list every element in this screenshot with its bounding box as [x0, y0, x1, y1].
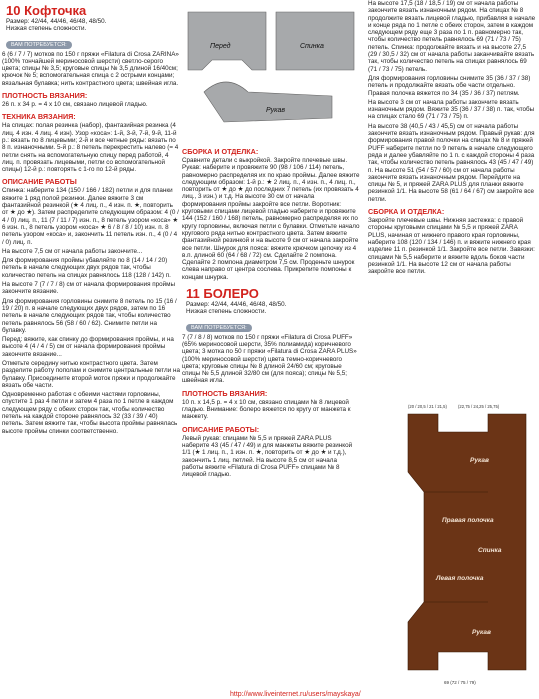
column-middle — [182, 0, 360, 480]
back-label: Спинка — [478, 547, 502, 554]
paragraph: Сравните детали с выкройкой. Закройте плечевые швы. Рукав: наберите и провяжите 90 (98 / 106 / 114) петель, равномерно распределяя их по краю проймы. Далее вяжите следующим образом: 1-й р.: ★ 2 лиц. п., 4 изн. п., 4 лиц. п., повторить от ★ до ★ до последних 7 петель (их провязать 4 лиц., 3 изн.) и т.д. На высоте 30 см от начала формирования проймы закройте все петли. Воротник: круговыми спицами лицевой гладью наберите и провяжите 144 (152 / 160 / 168) петель, равномерно распределяя их по кругу горловины, включая петли с булавки. Отметьте начало кругового ряда нитью контрастного цвета. Затем вяжите фантазийной резинкой и на высоте 9 см от начала закройте все петли. Шнурок для пояса: вяжите крючком цепочку из 4 в.п. длиной 60 (64 / 68 / 72) см. Сделайте 2 помпона. Сделайте 2 помпона диаметром 7,5 см. Проденьте шнурок слева направо от центра сослева. Прикрепите помпоны к концам шнурка. — [182, 157, 360, 281]
paragraph: На высоте 38 (40,5 / 43 / 45,5) см от начала работы закончите вязать изнаночным рядом. Правый рукав: для формирования правой полочки на спицах № 8 и пряжей PUFF наберите петли по 9 петель в начале следующего ряда и далее убавляйте по 1 п. с каждой стороны 4 раза так, чтобы количество петель равнялось 43 (45 / 47 / 49) п. На высоте 51 (54 / 57 / 60) см от начала работы закончите вязать изнаночным рядом. Перейдите на спицы № 5, и пряжей ZARA PLUS для планки вяжите резинкой 1/1. На высоте 58 (61 / 64 / 67) см закройте все петли. — [368, 122, 535, 203]
paragraph: На высоте 3 см от начала работы закончите вязать изнаночным рядом. Вяжите 35 (36 / 37 / 38) п. так, чтобы на спицах стало 69 (71 / 73 / 75) п. — [368, 98, 535, 121]
paragraph: Для формирования горловины снимите 35 (36 / 37 / 38) петель и продолжайте вязать обе части отдельно. Правая полочка вяжется по 34 (35 / 36 / 37) петлям. — [368, 74, 531, 97]
difficulty: Низкая степень сложности. — [186, 308, 267, 316]
front-label: Перед — [210, 43, 231, 50]
paragraph: 10 п. х 14,5 р. = 4 х 10 см, связано спицами № 8 лицевой гладью. Внимание: болеро вяжется по кругу от манжета к манжету. — [182, 398, 351, 421]
paragraph: Закройте плечевые швы. Нижняя застежка: с правой стороны круговыми спицами № 5,5 и пряжей ZARA PLUS, начиная от нижнего правого края горловины, наберите 108 (120 / 134 / 146) п. и вяжите нижнего края изделие 11 п. резинкой 1/1. Закройте все петли. Завязки: спицами № 5,5 наберите и вяжите вдоль боков части резинкой 1/1. На высоте 12 см от начала работы закройте все петли. — [368, 217, 535, 276]
pattern-title: 10 Кофточка — [6, 3, 87, 18]
paragraph: Для формирования горловины снимите 8 петель по 15 (16 / 19 / 20) п. в начале следующих двух рядов, затем по 16 петель в начале следующих рядов так, чтобы количество петель равнялось 56 (58 / 60 / 62). Снимите петли на булавку. — [2, 297, 177, 334]
bolero-schema — [378, 402, 536, 690]
right-front-label: Правая полочка — [442, 517, 494, 524]
difficulty: Низкая степень сложности. — [6, 25, 87, 33]
materials-list: 6 (6 / 7 / 7) мотков по 150 г пряжи «Filatura di Crosa ZARINA» (100% тончайшей мериносовой шерсти) светло-серого цвета; спицы № 3,5; круговые спицы № 3,5 длиной 16/40см; крючок № 5; вспомогательная спица с 2 острыми концами; вязальная булавка; нить контрастного цвета; швейная игла. — [2, 50, 179, 87]
paragraph: Спинка: наберите 134 (150 / 166 / 182) петли и для планки вяжите 1 ряд полой резинки. Далее вяжите 3 см фантазийной резинкой (★ 4 лиц. п., 4 изн. п. ★, повторить от ★ до ★). Затем распределите следующим образом: 4 (0 / 4 / 0) лиц. п., 11 (7 / 11 / 7) изн. п., 8 петель узором «коса» ★ 6 изн. п., 8 петель узором «коса» ★ 6 / 8 / 8 / 10) изн. п. 8 петель узором «коса» и, закончить 11 петель изн. п., 4 (0 / 4 / 0) лиц. п. — [2, 187, 179, 246]
paragraph: Отметьте середину нитью контрастного цвета. Затем разделите работу пополам и снимите центральные петли на булавку. Присоедините второй моток пряжи и продолжайте вязать обе части. — [2, 359, 180, 389]
sleeve-label: Рукав — [470, 457, 489, 464]
paragraph: Для формирования проймы убавляйте по 8 (14 / 14 / 20) петель в начале следующих двух рядов так, чтобы количество петель на спицах равнялось 118 (128 / 142) п. — [2, 257, 171, 279]
section-heading: ОПИСАНИЕ РАБОТЫ: — [182, 424, 260, 434]
paragraph: 26 п. х 34 р. = 4 х 10 см, связано лицевой гладью. — [2, 101, 148, 109]
paragraph: На высоте 17,5 (18 / 18,5 / 19) см от начала работы закончите вязать изнаночным рядом. На спицах № 8 продолжите вязать лицевой гладью, прибавляя в начале и конце ряда по 1 петле с обеих сторон, затем в каждом следующем ряду еще 3 раза по 1 п. равномерно так, чтобы количество петель равнялось 69 (71 / 73 / 75) петель. Спинка: продолжайте вязать и на высоте 27,5 (29 / 30,5 / 32) см от начала работы заканчивайте вязать так, чтобы количество петель на спицах равнялось 69 (71 / 73 / 75) петель. — [368, 0, 536, 73]
paragraph: На высоте 7 (7 / 7 / 8) см от начала формирования проймы закончите вязание. — [2, 281, 176, 296]
paragraph: Левый рукав: спицами № 5,5 и пряжей ZARA PLUS наберите 43 (45 / 47 / 49) и для манжеты вяжите резинкой 1/1 (★ 1 лиц. п., 1 изн. п. ★, повторить от ★ до ★ и т.д.), закончить 1 лиц. петлей. На высоте 8,5 см от начала работы вяжите «Filatura di Crosa PUFF» спицами № 8 лицевой гладью. — [182, 434, 353, 479]
sizes: Размер: 42/44, 44/46, 46/48, 48/50. — [186, 301, 287, 309]
sizes: Размер: 42/44, 44/46, 46/48, 48/50. — [6, 18, 107, 25]
section-heading: ОПИСАНИЕ РАБОТЫ — [2, 177, 77, 187]
kofta-schema — [182, 0, 360, 138]
paragraph: На спицах: полая резинка (набор), фантазийная резинка (4 лиц. 4 изн. 4 лиц. 4 изн). Узор «коса»: 1-й, 3-й, 7-й, 9-й, 11-й р.: вязать по 8 лицевыми; 2-й и все четные ряды: вязать по 8 п. изнаночными. 5-й р.: 8 петель перекрестить налево (= 4 петли снять на вспомогательную спицу перед работой, 4 лиц. п. провязать лицевыми, петли со вспомогательной спицы) 12-й р.: повторять с 1-го по 12-й ряды. — [2, 122, 179, 174]
sleeve-label: Рукав — [472, 629, 491, 636]
paragraph: Перед: вяжите, как спинку до формирования проймы, и на высоте 4 (4 / 4 / 5) см от начала формирования проймы закончите вязание... — [2, 336, 174, 358]
section-heading: ПЛОТНОСТЬ ВЯЗАНИЯ: — [2, 91, 88, 101]
left-front-label: Левая полочка — [436, 575, 484, 582]
bottom-dim-label: 69 (72 / 75 / 79) — [444, 680, 476, 685]
section-heading: СБОРКА И ОТДЕЛКА: — [368, 207, 445, 217]
back-piece — [276, 12, 354, 70]
source-url[interactable]: http://www.liveinternet.ru/users/mayskaya/ — [230, 691, 361, 698]
sleeve-label: Рукав — [266, 107, 286, 114]
section-heading: ПЛОТНОСТЬ ВЯЗАНИЯ: — [182, 388, 268, 398]
materials-badge: ВАМ ПОТРЕБУЕТСЯ: — [186, 324, 252, 332]
column-right — [368, 0, 536, 277]
dim-inner-label: (22,75 / 24,25 / 25,75) — [458, 404, 500, 409]
section-heading: СБОРКА И ОТДЕЛКА: — [182, 147, 259, 156]
materials-badge: ВАМ ПОТРЕБУЕТСЯ: — [6, 41, 72, 49]
dim-top-label: (20 / 20,5 / 21 / 21,5) — [408, 404, 447, 409]
section-heading: ТЕХНИКА ВЯЗАНИЯ: — [2, 112, 76, 122]
materials-list: 7 (7 / 8 / 8) мотков по 150 г пряжи «Filatura di Crosa PUFF» (65% мериносовой шерсти, 35% полиамида) коричневого цвета; 3 мотка по 50 г пряжи «Filatura di Crosa ZARA PLUS» (100% мериносовой шерсти) цвета темно-коричневого цвета; круговые спицы № 8 длиной 24/60 см; круговые спицы № 5,5 длиной 32/80 см (для пояса); спицы № 5,5; швейная игла. — [182, 333, 357, 385]
paragraph: Одновременно работая с обеими частями горловины, спустите 1 раз 4 петли и затем 4 раза по 1 петле в каждом следующем ряду с обеих сторон так, чтобы количество петель на каждой стороне равнялось 32 (33 / 39 / 40) петель. Затем вяжите так, чтобы высота проймы равнялась высоте проймы спинки соответственно. — [2, 391, 178, 435]
pattern-title: 11 БОЛЕРО — [186, 286, 259, 302]
back-label: Спинка — [300, 43, 324, 50]
paragraph: На высоте 7,5 см от начала работы закончите... — [2, 247, 143, 255]
column-left — [2, 0, 180, 437]
bolero-body — [408, 414, 526, 670]
